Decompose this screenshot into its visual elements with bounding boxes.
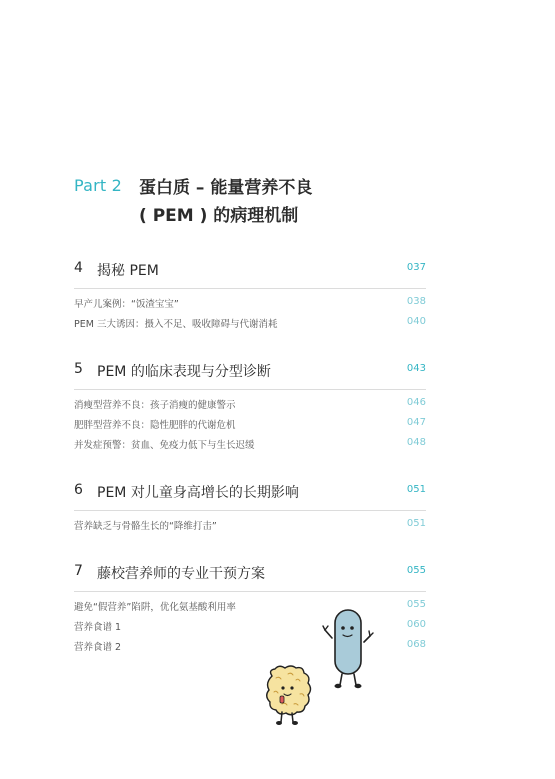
- entry-title: 营养食谱 2: [74, 642, 122, 653]
- chapter-title: 藤校营养师的专业干预方案: [97, 566, 265, 582]
- part-title-line-1: 蛋白质 – 能量营养不良: [139, 178, 313, 198]
- toc-entry[interactable]: [74, 417, 426, 437]
- toc-entry[interactable]: [74, 296, 426, 316]
- cookie-character-icon: [262, 664, 316, 728]
- entry-page-number: 060: [406, 619, 426, 630]
- chapter-heading[interactable]: [74, 361, 426, 387]
- toc-entry[interactable]: [74, 437, 426, 457]
- chapter-4: [74, 260, 426, 336]
- chapter-heading[interactable]: [74, 482, 426, 508]
- chapter-title: 揭秘 PEM: [97, 263, 159, 279]
- chapter-page-number: 043: [406, 363, 426, 374]
- entry-title: PEM 三大诱因：摄入不足、吸收障碍与代谢消耗: [74, 319, 278, 330]
- chapter-divider: [74, 288, 426, 289]
- chapter-5: [74, 361, 426, 457]
- chapter-page-number: 037: [406, 262, 426, 273]
- chapter-divider: [74, 591, 426, 592]
- part-title: [139, 174, 312, 230]
- chapter-divider: [74, 510, 426, 511]
- entry-title: 营养缺乏与骨骼生长的“降维打击”: [74, 521, 217, 532]
- entry-page-number: 055: [406, 599, 426, 610]
- entry-page-number: 051: [406, 518, 426, 529]
- entry-page-number: 047: [406, 417, 426, 428]
- chapter-6: [74, 482, 426, 538]
- entry-title: 并发症预警：贫血、免疫力低下与生长迟缓: [74, 440, 255, 451]
- chapter-divider: [74, 389, 426, 390]
- chapter-number: 7: [74, 563, 83, 579]
- entry-title: 早产儿案例：“饭渣宝宝”: [74, 299, 179, 310]
- part-label: Part 2: [74, 176, 123, 195]
- entry-title: 消瘦型营养不良：孩子消瘦的健康警示: [74, 400, 236, 411]
- entry-title: 营养食谱 1: [74, 622, 122, 633]
- toc-entry[interactable]: [74, 397, 426, 417]
- entry-page-number: 068: [406, 639, 426, 650]
- pill-character-icon: [322, 608, 374, 692]
- toc-entry[interactable]: [74, 518, 426, 538]
- chapter-number: 4: [74, 260, 83, 276]
- entry-page-number: 046: [406, 397, 426, 408]
- part-title-line-2: ( PEM ) 的病理机制: [139, 206, 299, 226]
- chapter-title: PEM 对儿童身高增长的长期影响: [97, 485, 299, 501]
- entry-page-number: 048: [406, 437, 426, 448]
- chapter-title: PEM 的临床表现与分型诊断: [97, 364, 271, 380]
- entry-page-number: 040: [406, 316, 426, 327]
- chapter-page-number: 051: [406, 484, 426, 495]
- entry-title: 避免“假营养”陷阱，优化氨基酸利用率: [74, 602, 236, 613]
- chapter-number: 5: [74, 361, 83, 377]
- entry-title: 肥胖型营养不良：隐性肥胖的代谢危机: [74, 420, 236, 431]
- chapter-heading[interactable]: [74, 260, 426, 286]
- chapter-page-number: 055: [406, 565, 426, 576]
- entry-page-number: 038: [406, 296, 426, 307]
- toc-entry[interactable]: [74, 316, 426, 336]
- chapter-heading[interactable]: [74, 563, 426, 589]
- chapter-number: 6: [74, 482, 83, 498]
